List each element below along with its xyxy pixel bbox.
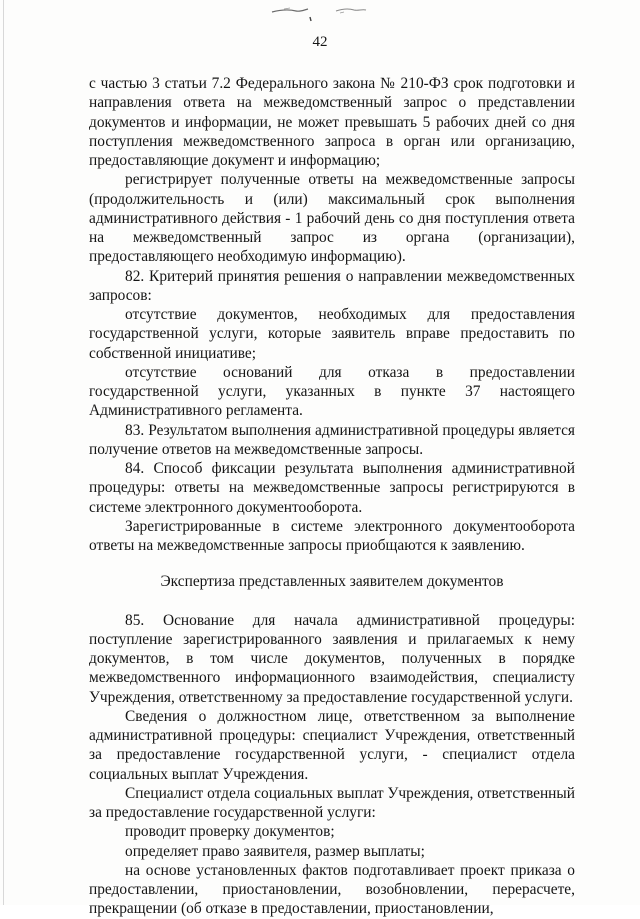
- paragraph: на основе установленных фактов подготавливает проект приказа о предоставлении, приостановлении, возобновлении, перерасчете, прекращении (об отказе в предоставлении, приостановлении,: [89, 861, 575, 918]
- paragraph: с частью 3 статьи 7.2 Федерального закона № 210-ФЗ срок подготовки и направления ответа на межведомственный запрос о представлении документов и информации, не может превышать 5 рабочих дней со дня поступления межведомственного запроса в орган или организацию, предоставляющие документ и информацию;: [89, 75, 575, 169]
- paragraph: регистрирует полученные ответы на межведомственные запросы (продолжительность и (или) максимальный срок выполнения административного действия - 1 рабочий день со дня поступления ответа на межведомственный запрос из органа (организации), предоставляющего необходимую информацию).: [89, 171, 575, 266]
- paragraph: отсутствие оснований для отказа в предоставлении государственной услуги, указанных в пункте 37 настоящего Административного регламента.: [89, 363, 575, 420]
- paragraph: Сведения о должностном лице, ответственном за выполнение административной процедуры: специалист Учреждения, ответственный за предоставление государственной услуги, - специалист отдела социальных выплат Учреждения.: [89, 707, 575, 783]
- scan-artifact-mark: [270, 4, 380, 22]
- paragraph: Специалист отдела социальных выплат Учреждения, ответственный за предоставление государственной услуги:: [89, 784, 575, 821]
- paragraph: 84. Способ фиксации результата выполнения административной процедуры: ответы на межведомственные запросы регистрируются в системе электронного документооборота.: [89, 460, 575, 516]
- paragraph: 82. Критерий принятия решения о направлении межведомственных запросов:: [89, 267, 575, 304]
- page-edge-shadow: [3, 0, 4, 905]
- paragraph: 85. Основание для начала административной процедуры: поступление зарегистрированного заявления и прилагаемых к нему документов, в том числе документов, полученных в порядке межведомственного информационного взаимодействия, специалисту Учреждения, ответственному за предоставление государственной услуги.: [89, 611, 575, 706]
- paragraph: определяет право заявителя, размер выплаты;: [125, 842, 425, 860]
- paragraph: Зарегистрированные в системе электронного документооборота ответы на межведомственные запросы приобщаются к заявлению.: [89, 517, 575, 554]
- page-number: 42: [312, 34, 328, 50]
- paragraph: проводит проверку документов;: [125, 823, 335, 841]
- document-body: [89, 74, 575, 919]
- section-title: Экспертиза представленных заявителем документов: [160, 573, 504, 591]
- paragraph: отсутствие документов, необходимых для предоставления государственной услуги, которые заявитель вправе предоставить по собственной инициативе;: [89, 306, 575, 362]
- paragraph: 83. Результатом выполнения административной процедуры является получение ответов на межведомственные запросы.: [89, 421, 575, 458]
